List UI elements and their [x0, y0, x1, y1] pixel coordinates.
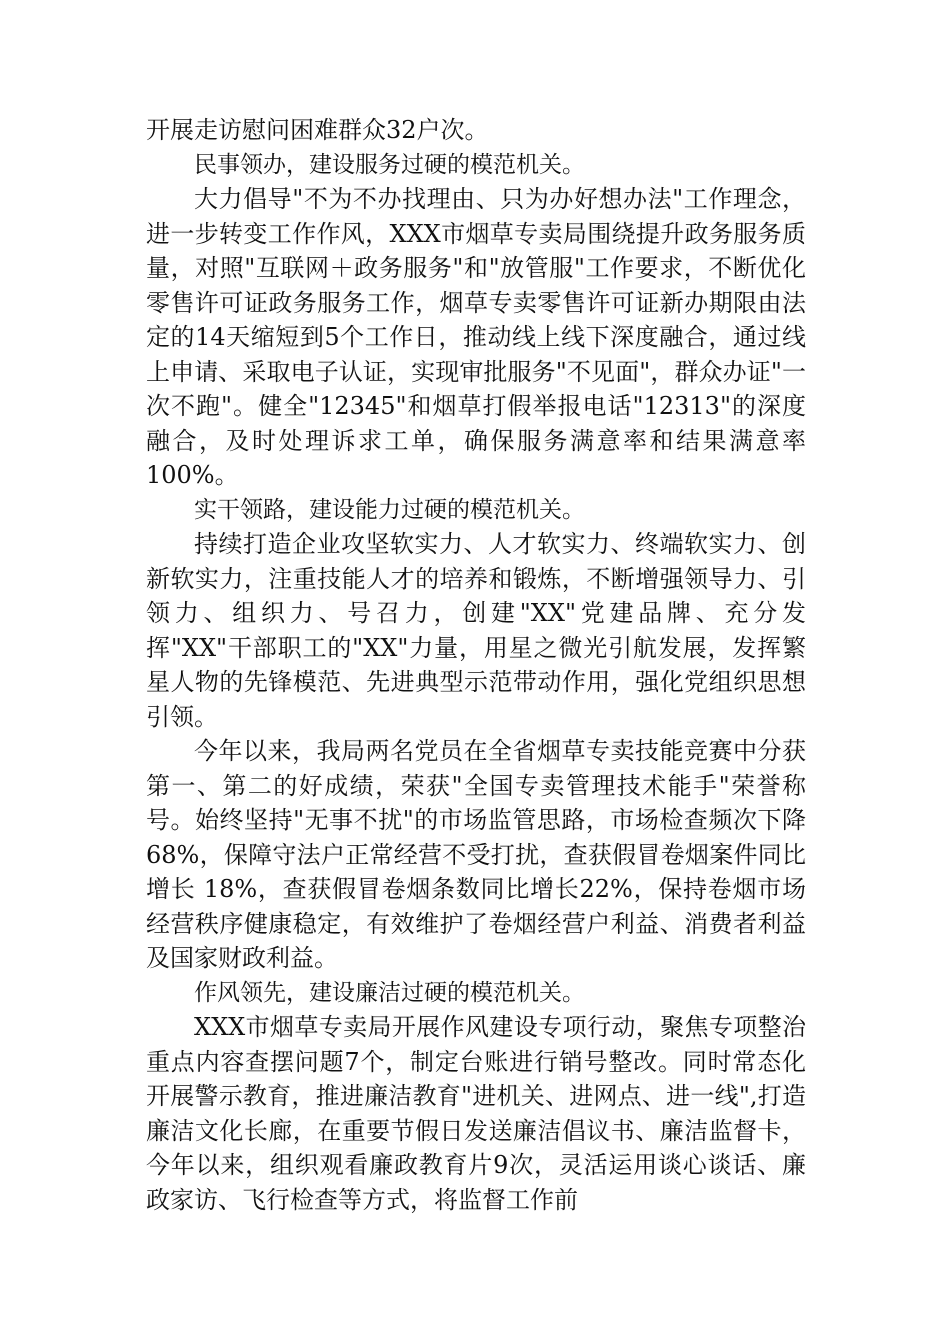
paragraph-achievements: 今年以来，我局两名党员在全省烟草专卖技能竞赛中分获第一、第二的好成绩，荣获"全国专卖管理技术能手"荣誉称号。始终坚持"无事不扰"的市场监管思路，市场检查频次下降68%，保障守法户正常经营不受打扰，查获假冒卷烟案件同比增长 18%，查获假冒卷烟条数同比增长22%，保持卷烟市场经营秩序健康稳定，有效维护了卷烟经营户利益、消费者利益及国家财政利益。: [146, 737, 806, 972]
section-heading-ability: 实干领路，建设能力过硬的模范机关。: [194, 496, 585, 523]
paragraph-service: 大力倡导"不为不办找理由、只为办好想办法"工作理念，进一步转变工作作风，XXX市烟草专卖局围绕提升政务服务质量，对照"互联网＋政务服务"和"放管服"工作要求，不断优化零售许可证政务服务工作，烟草专卖零售许可证新办期限由法定的14天缩短到5个工作日，推动线上线下深度融合，通过线上申请、采取电子认证，实现审批服务"不见面"，群众办证"一次不跑"。健全"12345"和烟草打假举报电话"12313"的深度融合，及时处理诉求工单，确保服务满意率和结果满意率100%。: [146, 185, 806, 489]
paragraph-ability: 持续打造企业攻坚软实力、人才软实力、终端软实力、创新软实力，注重技能人才的培养和锻炼，不断增强领导力、引领力、组织力、号召力，创建"XX"党建品牌、充分发挥"XX"干部职工的"XX"力量，用星之微光引航发展，发挥繁星人物的先锋模范、先进典型示范带动作用，强化党组织思想引领。: [146, 530, 806, 731]
paragraph-continuation: 开展走访慰问困难群众32户次。: [146, 116, 489, 144]
section-heading-service: 民事领办，建设服务过硬的模范机关。: [194, 151, 585, 178]
section-heading-integrity: 作风领先，建设廉洁过硬的模范机关。: [194, 979, 585, 1006]
document-body: [146, 113, 806, 1217]
paragraph-integrity: XXX市烟草专卖局开展作风建设专项行动，聚焦专项整治重点内容查摆问题7个，制定台账进行销号整改。同时常态化开展警示教育，推进廉洁教育"进机关、进网点、进一线",打造廉洁文化长廊，在重要节假日发送廉洁倡议书、廉洁监督卡，今年以来，组织观看廉政教育片9次，灵活运用谈心谈话、廉政家访、飞行检查等方式，将监督工作前: [146, 1013, 806, 1214]
